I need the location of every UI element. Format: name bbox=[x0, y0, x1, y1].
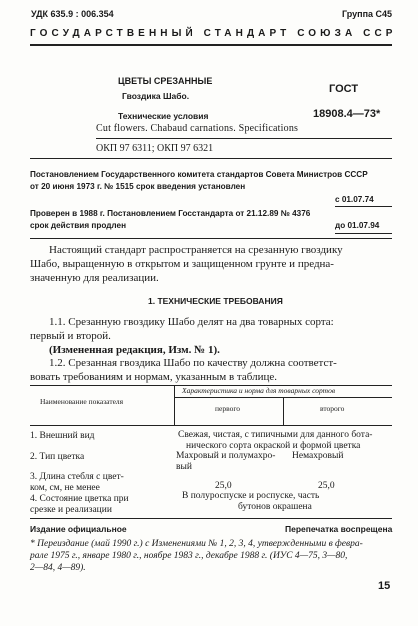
clause-1-2-line-1: 1.2. Срезанная гвоздика Шабо по качеству должна соответст- bbox=[49, 357, 337, 369]
table-head-top: Характеристика и норма для товарных сортов bbox=[182, 386, 336, 395]
amendment-note: (Измененная редакция, Изм. № 1). bbox=[49, 344, 220, 356]
decree-line-1: Постановлением Государственного комитета стандартов Совета Министров СССР bbox=[30, 170, 368, 179]
table-row-3-name-b: ком, см, не менее bbox=[30, 483, 100, 493]
standard-banner: ГОСУДАРСТВЕННЫЙ СТАНДАРТ СОЮЗА ССР bbox=[30, 28, 397, 39]
reprint-notice: Перепечатка воспрещена bbox=[285, 524, 393, 534]
group-code: Группа С45 bbox=[342, 9, 393, 19]
okp-rule bbox=[30, 158, 392, 159]
table-head-left: Наименование показателя bbox=[40, 397, 124, 406]
footnote-line-2: рале 1975 г., январе 1980 г., ноябре 1983 г., декабре 1988 г. (ИУС 4—75, 3—80, bbox=[30, 551, 348, 561]
table-row-3-name-a: 3. Длина стебля с цвет- bbox=[30, 472, 124, 482]
table-head-rule bbox=[30, 425, 392, 426]
table-vrule-2 bbox=[283, 397, 284, 425]
table-row-1-c1b: нического сорта окраской и формой цветка bbox=[186, 441, 361, 451]
table-row-4-c1b: бутонов окрашена bbox=[238, 502, 312, 512]
intro-line-3: значенную для реализации. bbox=[30, 272, 159, 284]
table-col-2: второго bbox=[320, 404, 345, 413]
gost-label: ГОСТ bbox=[329, 83, 359, 95]
table-row-4-name-b: срезке и реализации bbox=[30, 505, 112, 515]
title-name: ЦВЕТЫ СРЕЗАННЫЕ bbox=[118, 76, 213, 86]
table-row-1-name: 1. Внешний вид bbox=[30, 431, 95, 441]
section-heading: 1. ТЕХНИЧЕСКИЕ ТРЕБОВАНИЯ bbox=[148, 296, 283, 306]
page-number: 15 bbox=[378, 580, 391, 592]
decree-line-3: Проверен в 1988 г. Постановлением Госстандарта от 21.12.89 № 4376 bbox=[30, 209, 311, 218]
table-row-2-c1a: Махровый и полумахро- bbox=[176, 451, 276, 461]
table-row-4-name-a: 4. Состояние цветка при bbox=[30, 494, 129, 504]
decree-rule bbox=[30, 238, 392, 239]
intro-line-2: Шабо, выращенную в открытом и защищенном грунте и предна- bbox=[30, 258, 334, 270]
table-row-3-c2: 25,0 bbox=[318, 481, 335, 491]
table-row-2-c2: Немахровый bbox=[292, 451, 344, 461]
clause-1-1-line-1: 1.1. Срезанную гвоздику Шабо делят на два товарных сорта: bbox=[49, 316, 334, 328]
okp-codes: ОКП 97 6311; ОКП 97 6321 bbox=[96, 143, 214, 154]
intro-line-1: Настоящий стандарт распространяется на срезанную гвоздику bbox=[49, 244, 343, 256]
decree-line-4: срок действия продлен bbox=[30, 221, 127, 230]
decree-line-2: от 20 июня 1973 г. № 1515 срок введения установлен bbox=[30, 182, 246, 191]
decree-date-2: до 01.07.94 bbox=[335, 221, 380, 230]
table-col-1: первого bbox=[215, 404, 240, 413]
clause-1-1-line-2: первый и второй. bbox=[30, 330, 111, 342]
table-vrule bbox=[174, 385, 175, 425]
official-edition: Издание официальное bbox=[30, 524, 127, 534]
footnote-line-3: 2—84, 4—89). bbox=[30, 563, 86, 573]
header-rule bbox=[30, 44, 392, 46]
date-1-rule bbox=[335, 206, 392, 207]
gost-number: 18908.4—73* bbox=[313, 108, 381, 120]
table-row-2-name: 2. Тип цветка bbox=[30, 452, 85, 462]
footer-rule bbox=[30, 518, 392, 519]
decree-date-1: с 01.07.74 bbox=[335, 195, 374, 204]
title-english: Cut flowers. Chabaud carnations. Specifications bbox=[96, 123, 299, 134]
date-2-rule bbox=[335, 233, 392, 234]
table-row-3-c1: 25,0 bbox=[215, 481, 232, 491]
title-spec: Технические условия bbox=[118, 111, 209, 121]
udk-code: УДК 635.9 : 006.354 bbox=[31, 9, 114, 19]
title-subname: Гвоздика Шабо. bbox=[122, 91, 190, 101]
table-row-2-c1b: вый bbox=[176, 462, 192, 472]
footnote-line-1: * Переиздание (май 1990 г.) с Изменениями № 1, 2, 3, 4, утвержденными в февра- bbox=[30, 539, 363, 549]
table-row-4-c1a: В полуроспуске и роспуске, часть bbox=[182, 491, 320, 501]
table-row-1-c1a: Свежая, чистая, с типичными для данного бота- bbox=[178, 430, 373, 440]
title-rule bbox=[96, 138, 392, 139]
clause-1-2-line-2: вовать требованиям и нормам, указанным в таблице. bbox=[30, 371, 277, 383]
